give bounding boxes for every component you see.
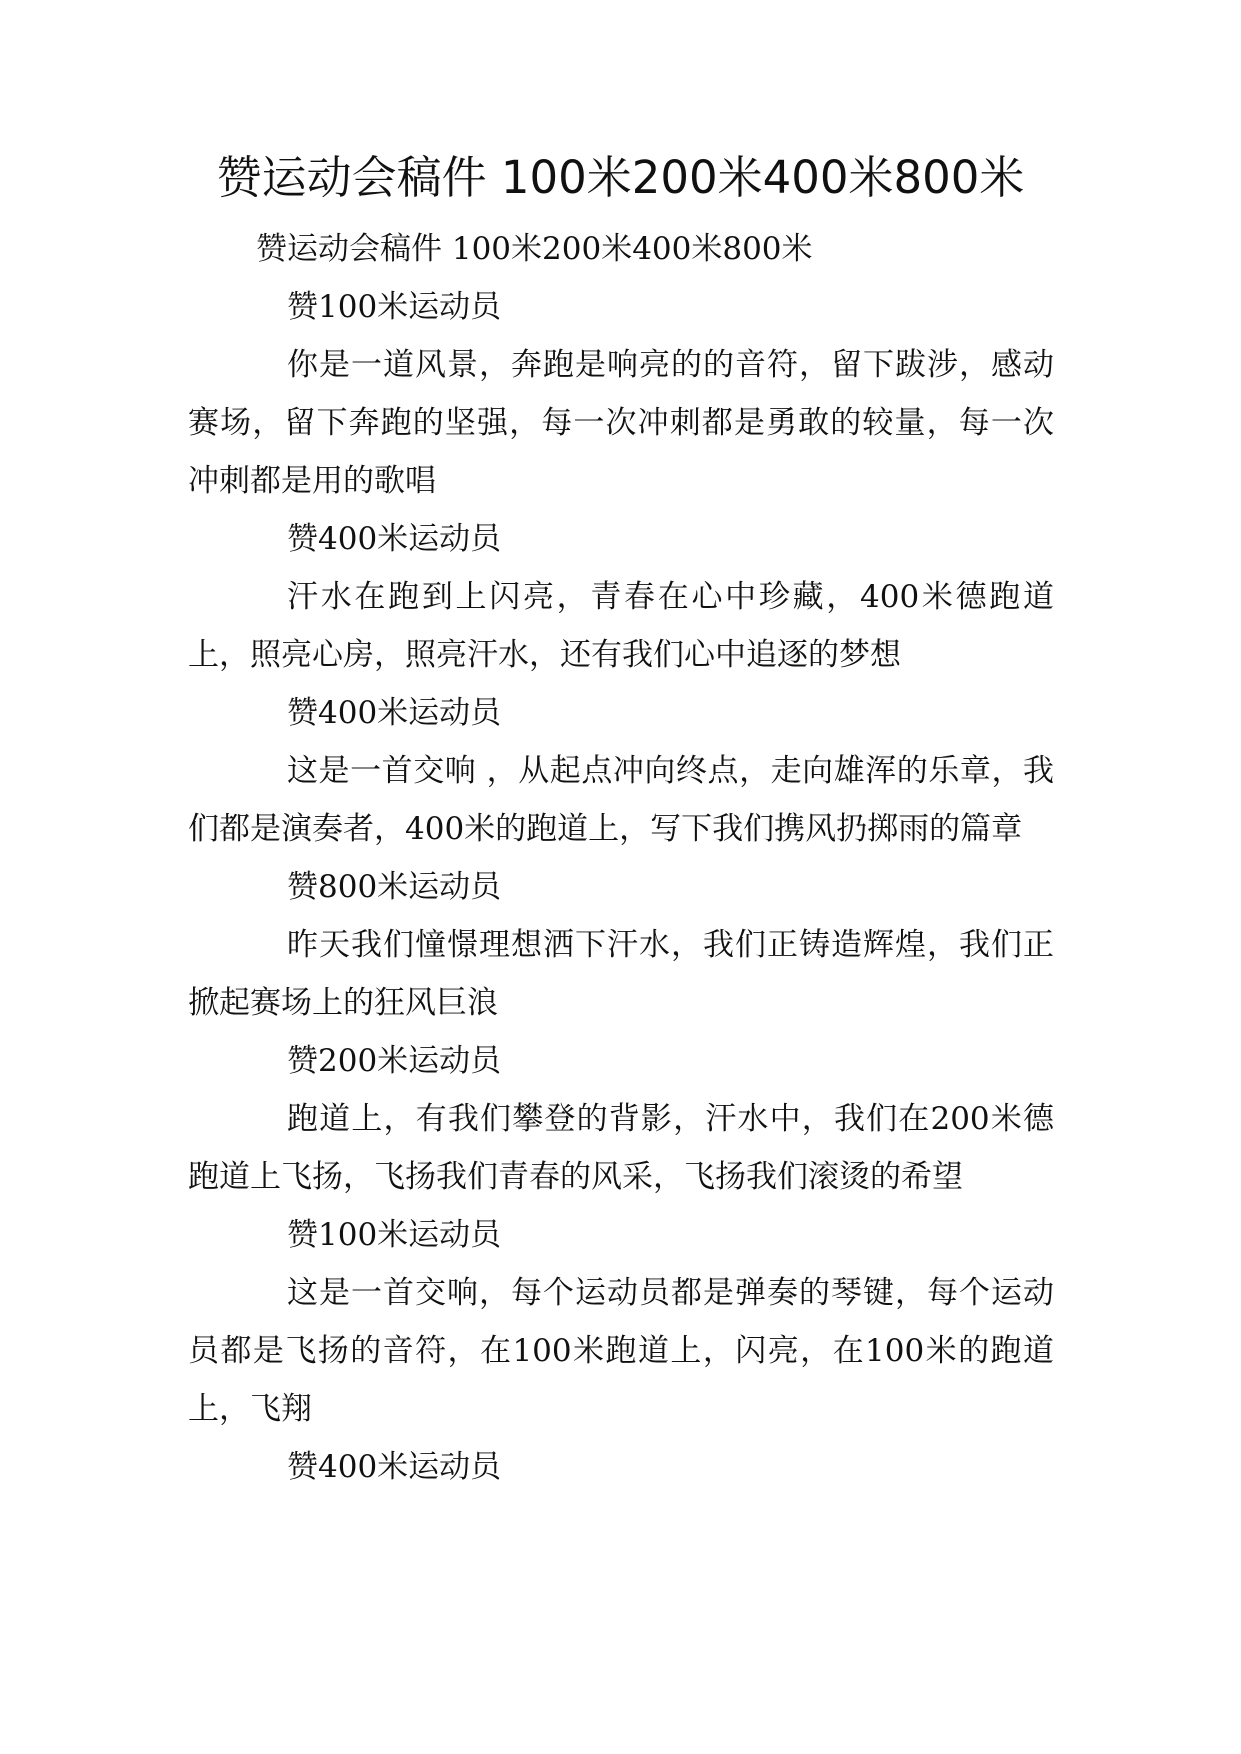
section-heading: 赞100米运动员 <box>287 289 502 325</box>
paragraph: 跑道上，有我们攀登的背影，汗水中，我们在200米德跑道上飞扬，飞扬我们青春的风采，飞扬我们滚烫的希望 <box>188 1101 1054 1195</box>
paragraph: 这是一首交响 ，从起点冲向终点，走向雄浑的乐章，我们都是演奏者，400米的跑道上，写下我们携风扔掷雨的篇章 <box>188 753 1054 847</box>
section-heading: 赞400米运动员 <box>287 695 502 731</box>
section-heading: 赞400米运动员 <box>287 521 502 557</box>
paragraph: 这是一首交响，每个运动员都是弹奏的琴键，每个运动员都是飞扬的音符，在100米跑道上，闪亮，在100米的跑道上，飞翔 <box>188 1275 1054 1427</box>
section-heading: 赞100米运动员 <box>287 1217 502 1253</box>
section-heading: 赞800米运动员 <box>287 869 502 905</box>
paragraph: 你是一道风景，奔跑是响亮的的音符，留下跋涉，感动赛场，留下奔跑的坚强，每一次冲刺都是勇敢的较量，每一次冲刺都是用的歌唱 <box>188 347 1054 499</box>
section-heading: 赞200米运动员 <box>287 1043 502 1079</box>
paragraph: 汗水在跑到上闪亮，青春在心中珍藏，400米德跑道上，照亮心房，照亮汗水，还有我们心中追逐的梦想 <box>188 579 1054 673</box>
paragraph: 昨天我们憧憬理想洒下汗水，我们正铸造辉煌，我们正掀起赛场上的狂风巨浪 <box>188 927 1054 1021</box>
document-subtitle: 赞运动会稿件 100米200米400米800米 <box>256 231 813 267</box>
section-heading: 赞400米运动员 <box>287 1449 502 1485</box>
document-title: 赞运动会稿件 100米200米400米800米 <box>216 151 1025 204</box>
document-body <box>188 220 1054 1496</box>
